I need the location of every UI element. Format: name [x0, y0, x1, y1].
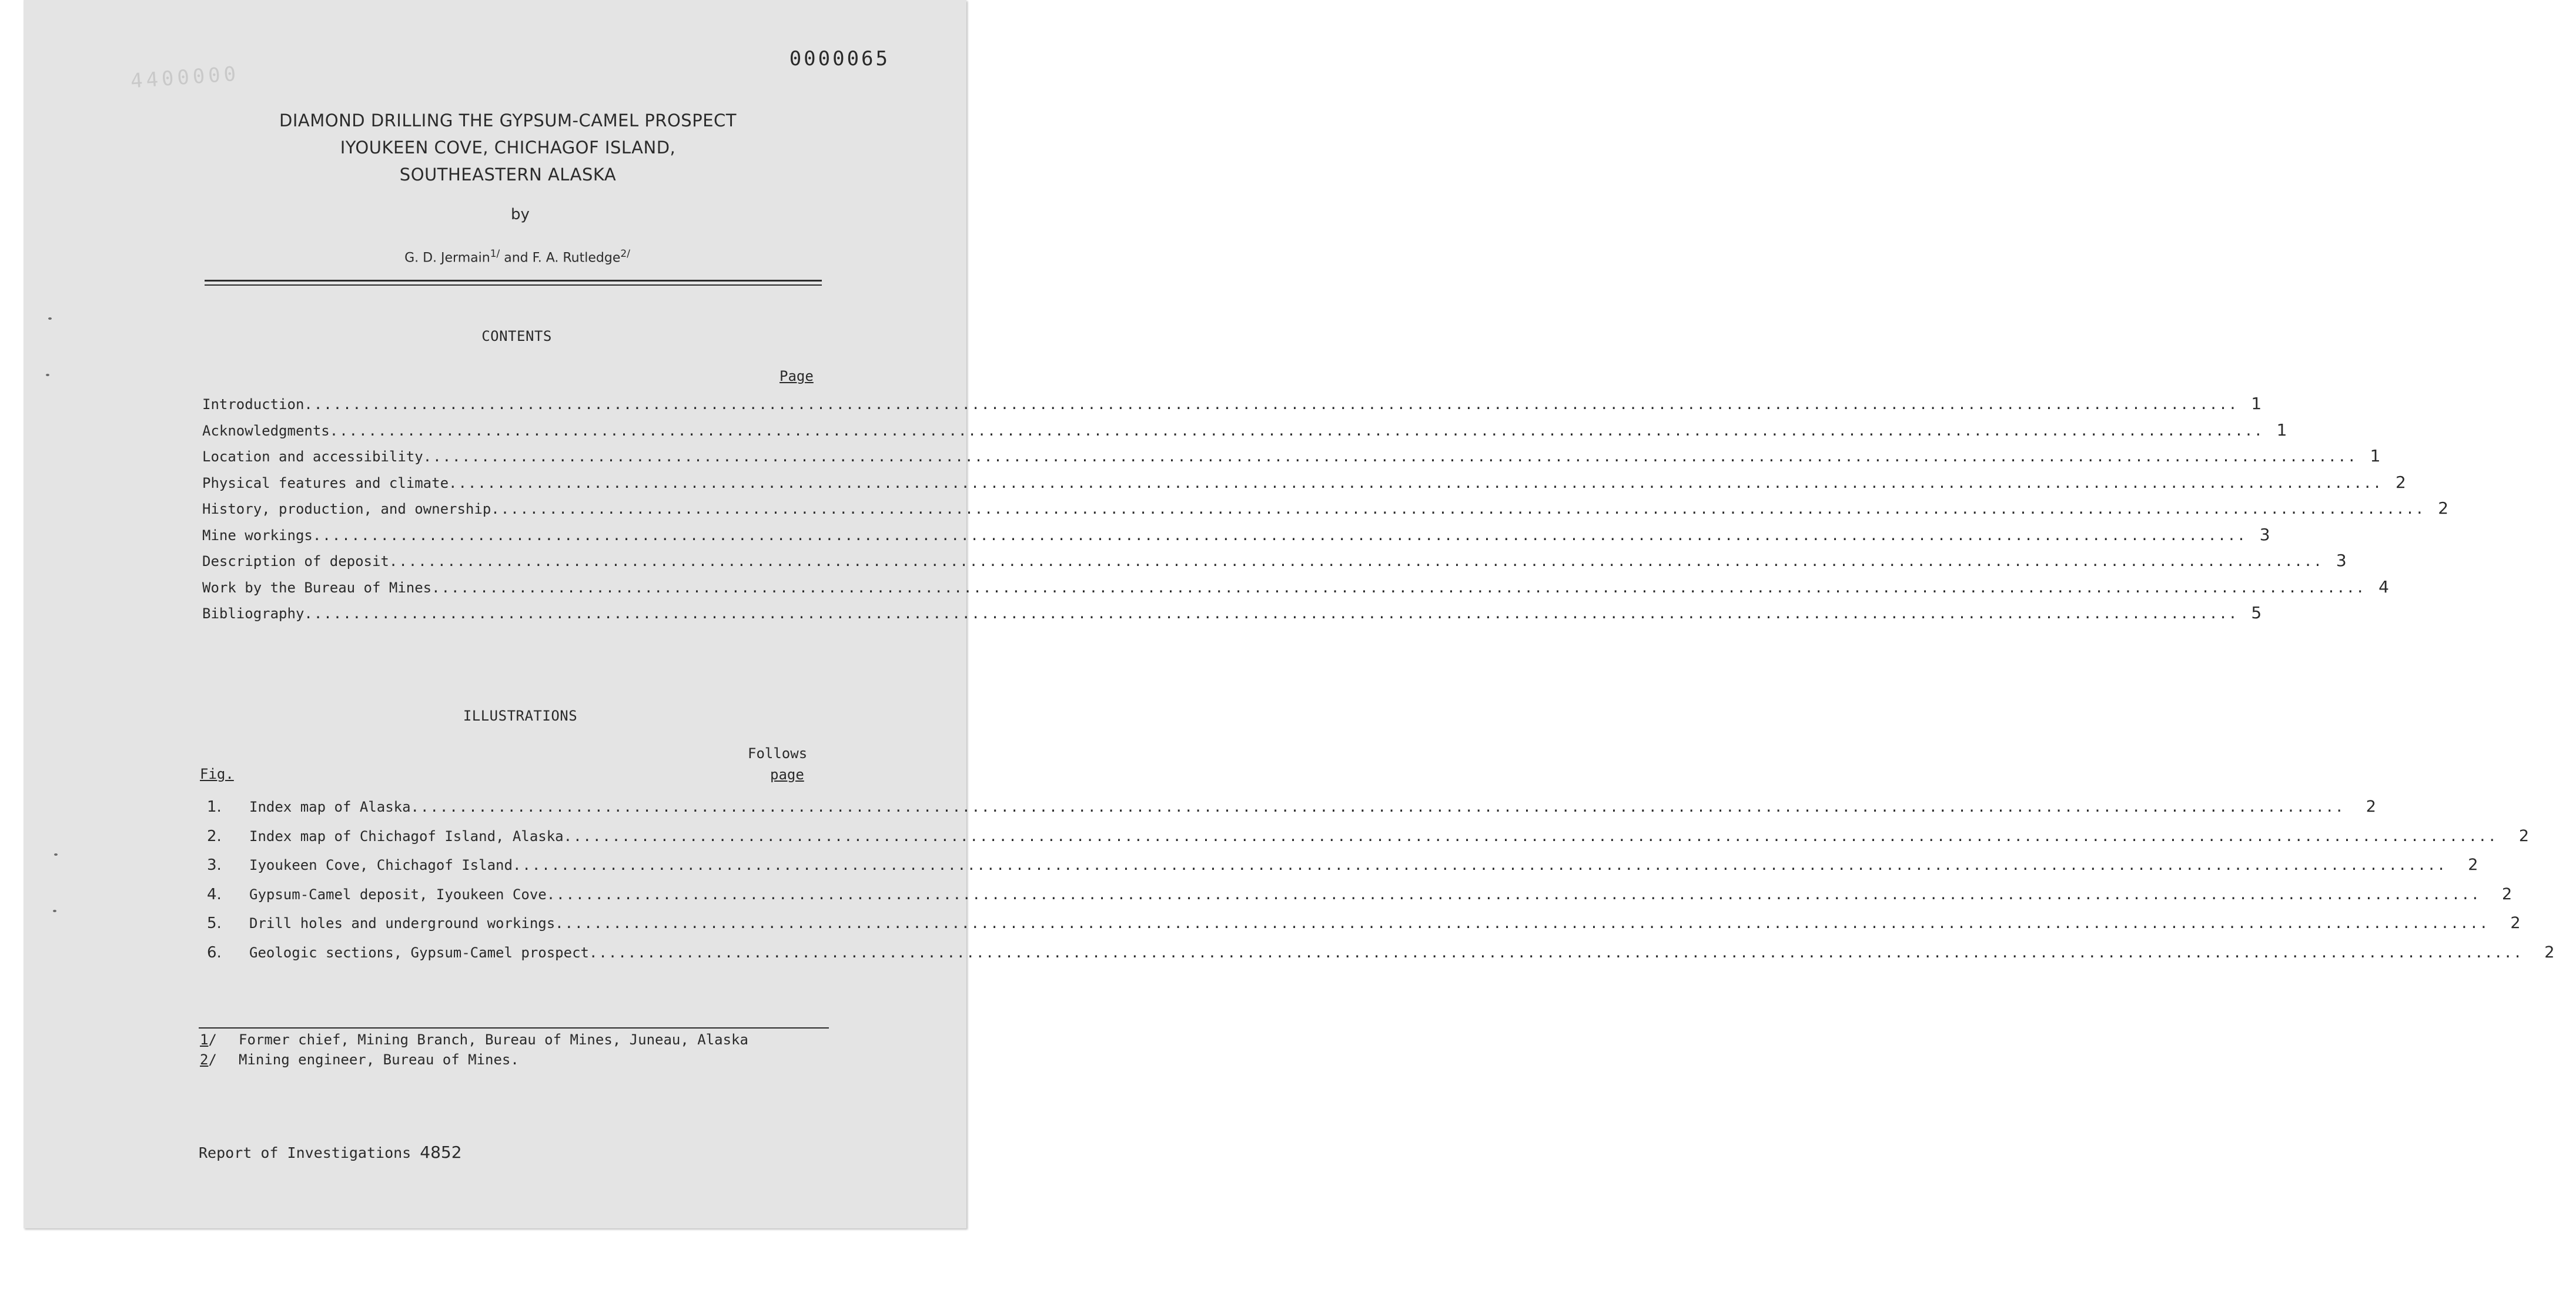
dot-leader: ........................................................................................................................................................................................................: [563, 828, 2498, 845]
report-label: Report of Investigations: [199, 1144, 412, 1161]
illustration-item: [207, 943, 2555, 973]
dot-leader: ........................................................................................................................................................................................................: [449, 474, 2383, 491]
figure-number: 4.: [207, 885, 222, 903]
contents-item-title: Mine workings: [202, 527, 313, 544]
dot-leader: ........................................................................................................................................................................................................: [546, 886, 2481, 903]
dot-leader: ........................................................................................................................................................................................................: [304, 605, 2239, 622]
footnote: [200, 1030, 748, 1050]
dot-leader: ........................................................................................................................................................................................................: [431, 579, 2366, 596]
by-line: by: [511, 206, 530, 223]
contents-item-title: Work by the Bureau of Mines: [202, 579, 432, 596]
contents-item: [202, 394, 2262, 420]
footnote-ref: 2/: [620, 248, 630, 260]
contents-item-page: 3: [2259, 524, 2270, 544]
contents-item: [202, 472, 2406, 499]
figure-follows-page: 2: [2468, 856, 2478, 874]
illustrations-heading: ILLUSTRATIONS: [463, 708, 578, 724]
contents-item-title: Acknowledgments: [202, 422, 330, 439]
document-number-stamp: 0000065: [789, 47, 890, 71]
dot-leader: ........................................................................................................................................................................................................: [555, 915, 2490, 932]
fig-column-header: Fig.: [200, 766, 234, 782]
footnote-text: Mining engineer, Bureau of Mines.: [239, 1051, 519, 1068]
dot-leader: ........................................................................................................................................................................................................: [512, 857, 2447, 873]
contents-item-title: Physical features and climate: [202, 474, 449, 491]
contents-heading: CONTENTS: [481, 328, 552, 344]
dot-leader: ........................................................................................................................................................................................................: [389, 553, 2323, 570]
author-line: [0, 248, 1035, 265]
illustration-item: [207, 914, 2521, 943]
contents-item: [202, 524, 2270, 551]
follows-page-header: page: [770, 766, 804, 783]
figure-title: Drill holes and underground workings: [249, 915, 556, 932]
dot-leader: ........................................................................................................................................................................................................: [304, 396, 2239, 413]
contents-item: [202, 498, 2449, 525]
figure-number: 5.: [207, 915, 222, 932]
title-line: IYOUKEEN COVE, CHICHAGOF ISLAND,: [340, 138, 676, 158]
dot-leader: ........................................................................................................................................................................................................: [410, 799, 2345, 815]
author-name: F. A. Rutledge: [532, 250, 621, 266]
contents-item: [202, 577, 2389, 604]
contents-item: [202, 446, 2381, 473]
report-title: [0, 107, 1016, 188]
contents-item: [202, 603, 2262, 629]
illustration-item: [207, 826, 2530, 856]
figure-follows-page: 2: [2544, 943, 2555, 962]
title-line: SOUTHEASTERN ALASKA: [399, 165, 617, 185]
figure-follows-page: 2: [2510, 914, 2521, 932]
contents-list: [202, 394, 2449, 629]
footnote-ref: 1/: [490, 248, 500, 260]
contents-item-page: 1: [2370, 446, 2381, 465]
figure-follows-page: 2: [2518, 826, 2530, 845]
contents-item-title: History, production, and ownership: [202, 501, 491, 517]
figure-number: 3.: [207, 856, 222, 874]
contents-item-page: 2: [2395, 472, 2406, 492]
footnotes: [200, 1030, 748, 1070]
contents-item-page: 5: [2251, 603, 2262, 622]
figure-number: 2.: [207, 827, 222, 845]
title-line: DIAMOND DRILLING THE GYPSUM-CAMEL PROSPECT: [279, 110, 737, 130]
footnote-number: 1: [200, 1031, 209, 1048]
author-name: G. D. Jermain: [404, 250, 490, 266]
contents-item-page: 2: [2438, 498, 2449, 518]
footnote-text: Former chief, Mining Branch, Bureau of Mines, Juneau, Alaska: [239, 1031, 748, 1048]
figure-number: 1.: [207, 798, 222, 816]
follows-column-header: Follows: [748, 745, 808, 762]
illustrations-list: [207, 798, 2555, 972]
dot-leader: ........................................................................................................................................................................................................: [588, 944, 2523, 961]
illustration-item: [207, 856, 2478, 885]
scan-speck: [46, 374, 49, 376]
footnote: [200, 1050, 748, 1070]
contents-item: [202, 551, 2347, 577]
figure-title: Index map of Chichagof Island, Alaska: [249, 828, 564, 845]
page-column-header: Page: [780, 368, 814, 384]
figure-follows-page: 2: [2501, 885, 2513, 903]
report-series: [199, 1143, 462, 1162]
faint-number-stamp: 4400000: [129, 62, 240, 93]
contents-item-title: Description of deposit: [202, 553, 389, 570]
contents-item-page: 1: [2276, 420, 2287, 440]
contents-item-title: Location and accessibility: [202, 448, 423, 465]
scan-speck: [53, 910, 56, 912]
dot-leader: ........................................................................................................................................................................................................: [329, 422, 2264, 439]
dot-leader: ........................................................................................................................................................................................................: [423, 448, 2357, 465]
report-number: 4852: [420, 1143, 462, 1162]
figure-title: Index map of Alaska: [249, 799, 411, 815]
figure-number: 6.: [207, 943, 222, 962]
figure-follows-page: 2: [2366, 798, 2376, 816]
illustration-item: [207, 885, 2513, 915]
figure-title: Gypsum-Camel deposit, Iyoukeen Cove: [249, 886, 547, 903]
dot-leader: ........................................................................................................................................................................................................: [491, 501, 2426, 517]
footnote-mark: 1/: [200, 1031, 217, 1048]
footnote-mark: 2/: [200, 1051, 217, 1068]
figure-title: Iyoukeen Cove, Chichagof Island: [249, 857, 513, 873]
figure-title: Geologic sections, Gypsum-Camel prospect: [249, 944, 589, 961]
illustration-item: [207, 798, 2376, 827]
contents-item-page: 4: [2378, 577, 2389, 597]
contents-item-page: 3: [2336, 551, 2347, 570]
title-divider: [205, 280, 822, 286]
dot-leader: ........................................................................................................................................................................................................: [312, 527, 2247, 544]
footnote-number: 2: [200, 1051, 209, 1068]
contents-item-title: Bibliography: [202, 605, 305, 622]
scan-speck: [54, 853, 58, 856]
footnote-divider: [199, 1027, 829, 1029]
author-connector: and: [504, 250, 528, 266]
scan-speck: [48, 317, 52, 320]
contents-item: [202, 420, 2287, 447]
contents-item-title: Introduction: [202, 396, 305, 413]
contents-item-page: 1: [2251, 394, 2262, 413]
